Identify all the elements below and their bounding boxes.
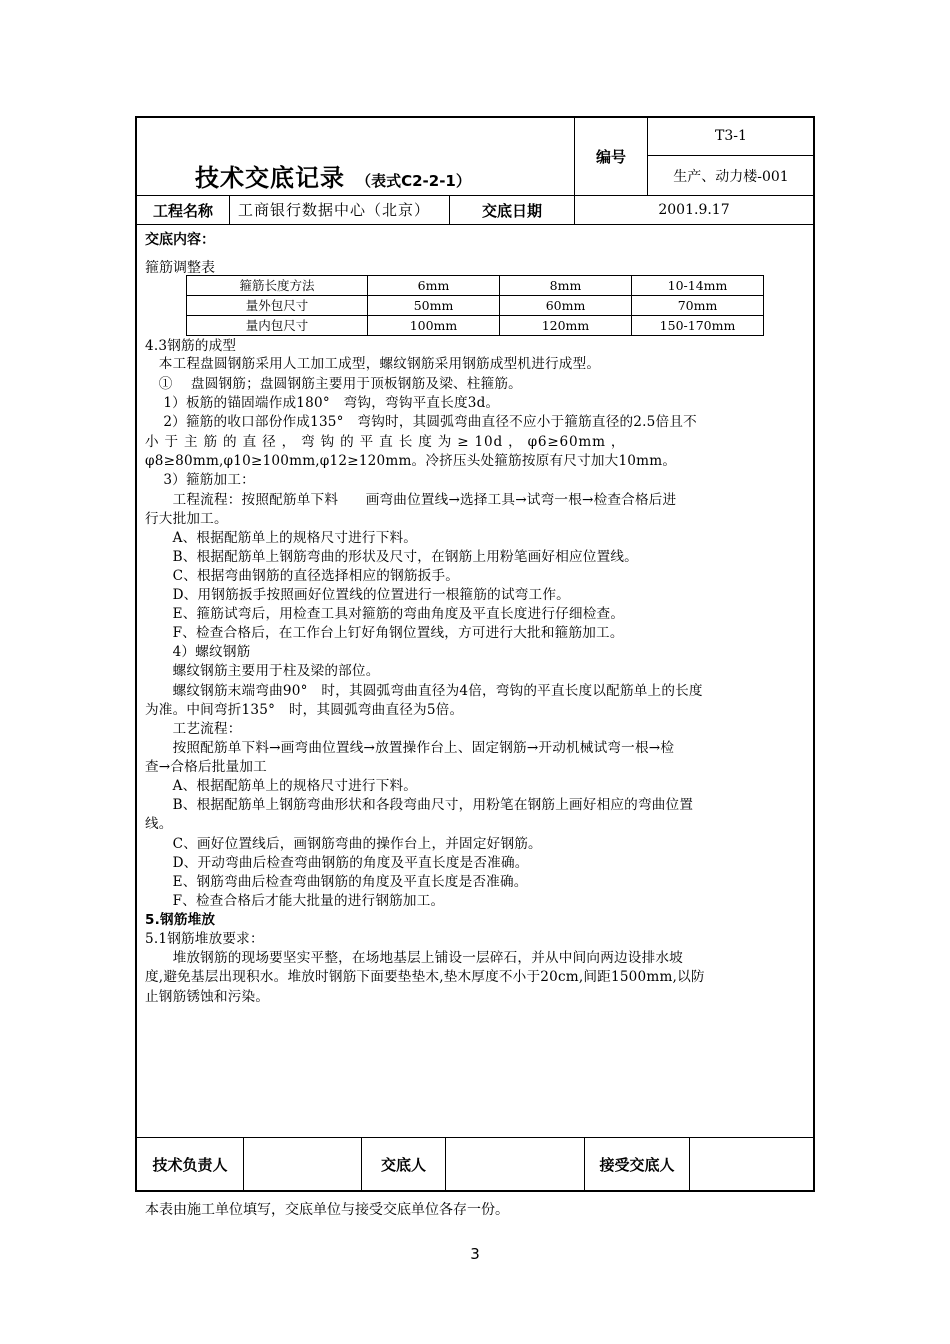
footer-note: 本表由施工单位填写，交底单位与接受交底单位各存一份。 <box>145 1202 509 1218</box>
number-label: 编号 <box>595 147 626 166</box>
body-line: D、开动弯曲后检查弯曲钢筋的角度及平直长度是否准确。 <box>145 855 529 871</box>
body-line: B、根据配筋单上钢筋弯曲的形状及尺寸，在钢筋上用粉笔画好相应位置线。 <box>145 549 638 565</box>
frame-right <box>813 116 815 1192</box>
body-line: F、检查合格后，在工作台上钉好角钢位置线，方可进行大批和箍筋加工。 <box>145 625 624 641</box>
body-line: 为准。中间弯折135° 时，其圆弧弯曲直径为5倍。 <box>145 702 464 718</box>
body-line: E、钢筋弯曲后检查弯曲钢筋的角度及平直长度是否准确。 <box>145 874 528 890</box>
discloser-label: 交底人 <box>380 1155 426 1174</box>
body-line: E、箍筋试弯后，用检查工具对箍筋的弯曲角度及平直长度进行仔细检查。 <box>145 606 625 622</box>
body-line: C、画好位置线后，画钢筋弯曲的操作台上，并固定好钢筋。 <box>145 836 542 852</box>
page-number: 3 <box>470 1245 480 1263</box>
body-line: 5.钢筋堆放 <box>145 912 216 928</box>
body-line: 堆放钢筋的现场要坚实平整，在场地基层上铺设一层碎石，并从中间向两边设排水坡 <box>145 950 683 966</box>
table-cell: 10-14mm <box>632 276 764 296</box>
receiver-label: 接受交底人 <box>599 1155 675 1174</box>
date-label: 交底日期 <box>481 201 542 220</box>
table-cell: 120mm <box>500 316 632 336</box>
form-code: （表式C2-2-1） <box>356 172 471 190</box>
body-line: 螺纹钢筋末端弯曲90° 时，其圆弧弯曲直径为4倍，弯钩的平直长度以配筋单上的长度 <box>145 683 703 699</box>
receiver-signature[interactable] <box>690 1138 813 1190</box>
body-line: 3）箍筋加工： <box>145 472 255 488</box>
body-line: 工艺流程： <box>145 721 242 737</box>
body-line: 2）箍筋的收口部份作成135° 弯钩时，其圆弧弯曲直径不应小于箍筋直径的2.5倍且不 <box>145 414 697 430</box>
table-cell: 60mm <box>500 296 632 316</box>
body-line: 1）板筋的锚固端作成180° 弯钩，弯钩平直长度3d。 <box>145 395 500 411</box>
body-line: B、根据配筋单上钢筋弯曲形状和各段弯曲尺寸，用粉笔在钢筋上画好相应的弯曲位置 <box>145 797 694 813</box>
table-row <box>187 316 764 336</box>
body-line: 本工程盘圆钢筋采用人工加工成型，螺纹钢筋采用钢筋成型机进行成型。 <box>145 356 601 372</box>
table-cell: 量内包尺寸 <box>187 316 368 336</box>
number-value: T3-1 <box>715 128 747 144</box>
table-cell: 箍筋长度方法 <box>187 276 368 296</box>
table-cell: 150-170mm <box>632 316 764 336</box>
body-line: 查→合格后批量加工 <box>145 759 267 775</box>
project-label: 工程名称 <box>152 201 213 220</box>
body-line: 工程流程：按照配筋单下料 画弯曲位置线→选择工具→试弯一根→检查合格后进 <box>145 492 677 508</box>
info-divider <box>135 224 815 225</box>
table-cell: 100mm <box>368 316 500 336</box>
body-line: ① 盘圆钢筋；盘圆钢筋主要用于顶板钢筋及梁、柱箍筋。 <box>145 376 522 392</box>
body-line: 螺纹钢筋主要用于柱及梁的部位。 <box>145 663 380 679</box>
project-value: 工商银行数据中心（北京） <box>238 201 431 219</box>
body-line: 按照配筋单下料→画弯曲位置线→放置操作台上、固定钢筋→开动机械试弯一根→检 <box>145 740 675 756</box>
table-cell: 50mm <box>368 296 500 316</box>
tech-lead-label: 技术负责人 <box>152 1155 228 1174</box>
body-line: 5.1钢筋堆放要求： <box>145 931 264 947</box>
document-title: 技术交底记录 <box>195 164 345 192</box>
table-cell: 6mm <box>368 276 500 296</box>
table-row <box>187 296 764 316</box>
frame-left <box>135 116 137 1192</box>
body-line: D、用钢筋扳手按照画好位置线的位置进行一根箍筋的试弯工作。 <box>145 587 570 603</box>
body-line: 4）螺纹钢筋 <box>145 644 251 660</box>
body-line: A、根据配筋单上的规格尺寸进行下料。 <box>145 778 418 794</box>
number-sub: 生产、动力楼-001 <box>673 168 789 185</box>
date-value: 2001.9.17 <box>658 202 730 218</box>
body-line: φ8≥80mm,φ10≥100mm,φ12≥120mm。冷挤压头处箍筋按原有尺寸加大10mm。 <box>145 453 677 469</box>
discloser-signature[interactable] <box>446 1138 584 1190</box>
body-line: C、根据弯曲钢筋的直径选择相应的钢筋扳手。 <box>145 568 460 584</box>
content-heading: 交底内容： <box>145 232 215 248</box>
body-line: 度,避免基层出现积水。堆放时钢筋下面要垫垫木,垫木厚度不小于20cm,间距1500mm,以防 <box>145 969 705 985</box>
table-row <box>187 276 764 296</box>
body-line: 线。 <box>145 816 173 832</box>
body-line: F、检查合格后才能大批量的进行钢筋加工。 <box>145 893 445 909</box>
document-title-group <box>195 158 471 193</box>
info-vline-1 <box>229 195 230 225</box>
body-line: 止钢筋锈蚀和污染。 <box>145 989 270 1005</box>
frame-bottom <box>135 1190 815 1192</box>
tech-lead-signature[interactable] <box>244 1138 361 1190</box>
adjust-table-title: 箍筋调整表 <box>145 260 215 276</box>
body-line: 行大批加工。 <box>145 511 228 527</box>
table-cell: 量外包尺寸 <box>187 296 368 316</box>
table-cell: 70mm <box>632 296 764 316</box>
body-line: 小 于 主 筋 的 直 径 ， 弯 钩 的 平 直 长 度 为 ≥ 10d ， φ6≥60mm ， <box>145 434 626 450</box>
adjust-table <box>186 275 764 336</box>
body-line: A、根据配筋单上的规格尺寸进行下料。 <box>145 530 418 546</box>
body-line: 4.3钢筋的成型 <box>145 338 237 354</box>
table-cell: 8mm <box>500 276 632 296</box>
